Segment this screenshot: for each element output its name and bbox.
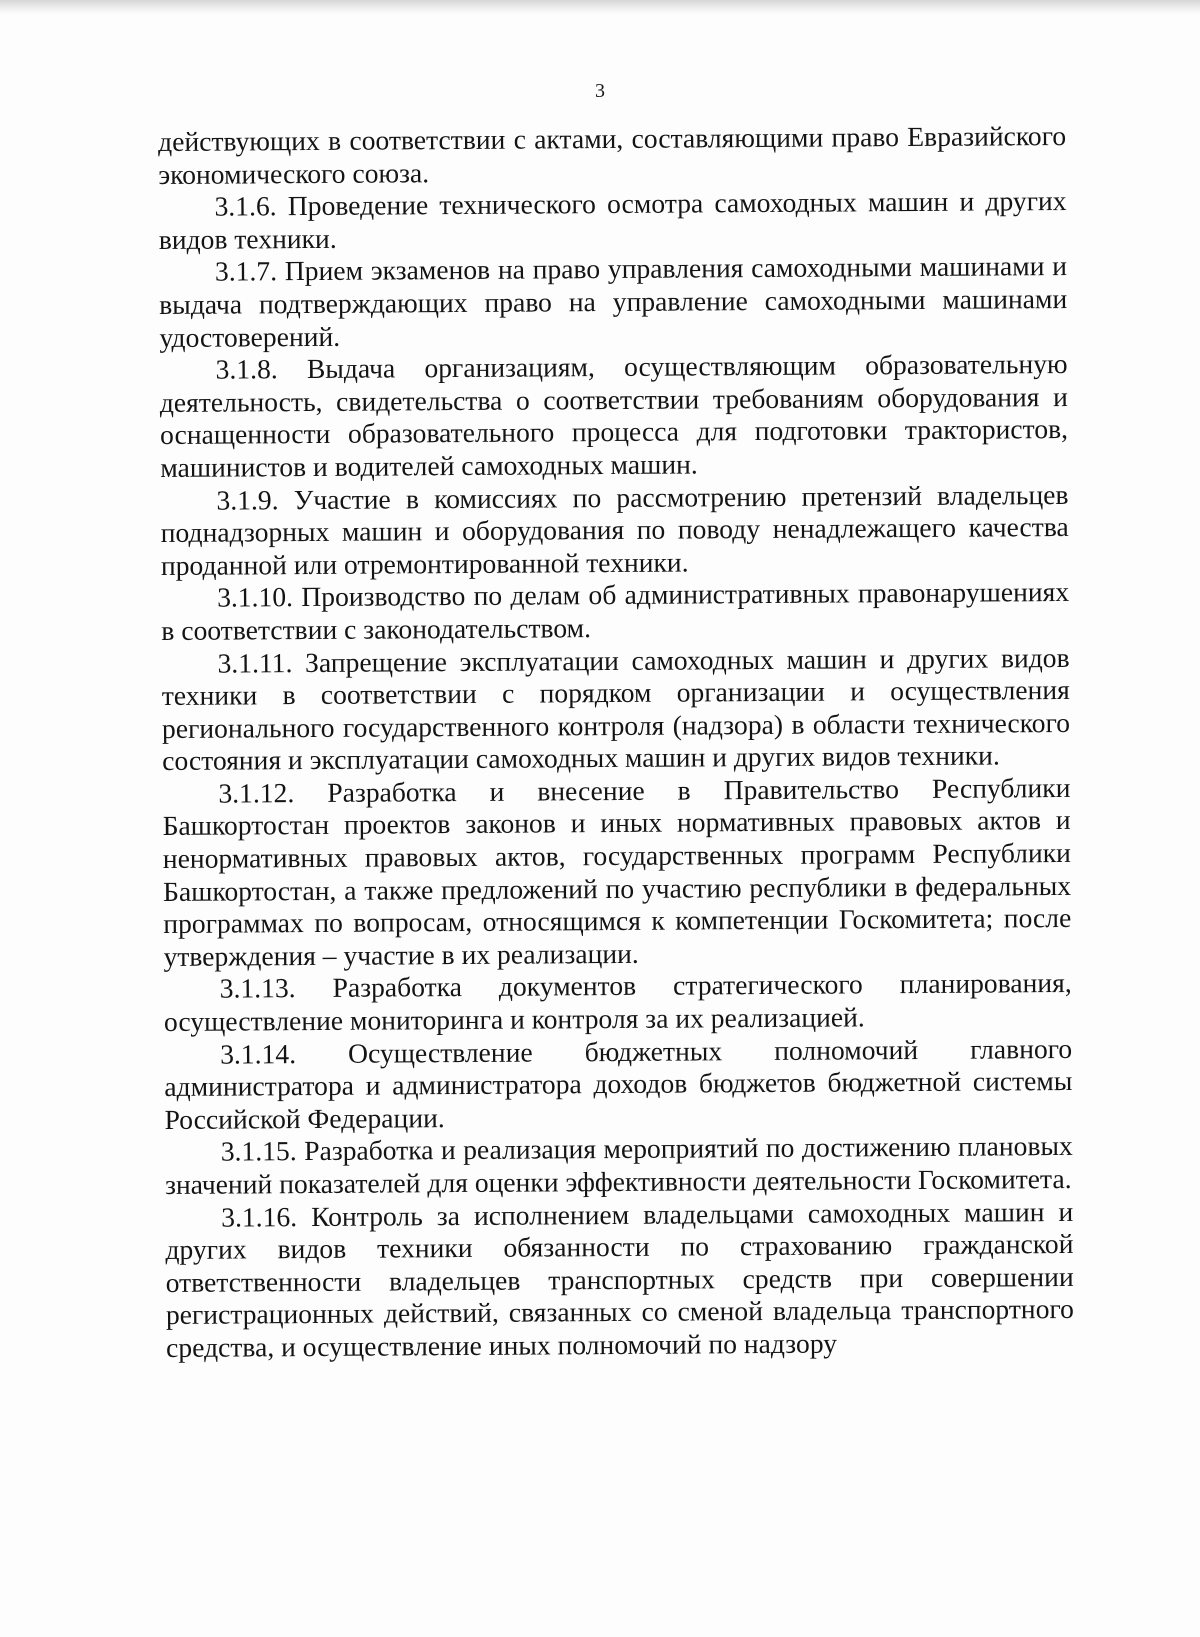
paragraph-3-1-10: 3.1.10. Производство по делам об административных правонарушениях в соответствии с законодательством. xyxy=(161,576,1070,646)
scan-edge-shadow xyxy=(0,0,1200,14)
paragraph-3-1-13: 3.1.13. Разработка документов стратегического планирования, осуществление мониторинга и контроля за их реализацией. xyxy=(163,967,1072,1038)
page-number: 3 xyxy=(595,80,605,102)
document-body xyxy=(158,120,1074,1365)
paragraph-3-1-14: 3.1.14. Осуществление бюджетных полномочий главного администратора и администратора доходов бюджетов бюджетной системы Российской Федерации. xyxy=(164,1032,1073,1135)
paragraph-3-1-16: 3.1.16. Контроль за исполнением владельцами самоходных машин и других видов техники обязанности по страхованию гражданской ответственности владельцев транспортных средств при совершении регистрационных действий, связанных со сменой владельца транспортного средства, и осуществление иных полномочий по надзору xyxy=(165,1195,1074,1363)
paragraph-3-1-11: 3.1.11. Запрещение эксплуатации самоходных машин и других видов техники в соответствии с порядком организации и осуществления регионального государственного контроля (надзора) в области технического состояния и эксплуатации самоходных машин и других видов техники. xyxy=(161,641,1071,777)
paragraph-3-1-8: 3.1.8. Выдача организациям, осуществляющим образовательную деятельность, свидетельства о соответствии требованиям оборудования и оснащенности образовательного процесса для подготовки трактористов, машинистов и водителей самоходных машин. xyxy=(159,348,1069,483)
paragraph-3-1-9: 3.1.9. Участие в комиссиях по рассмотрению претензий владельцев поднадзорных машин и оборудования по поводу ненадлежащего качества проданной или отремонтированной техники. xyxy=(160,478,1069,581)
paragraph-3-1-12: 3.1.12. Разработка и внесение в Правительство Республики Башкортостан проектов законов и иных нормативных правовых актов и ненормативных правовых актов, государственных программ Республики Башкортостан, а также предложений по участию республики в федеральных программах по вопросам, относящимся к компетенции Госкомитета; после утверждения – участие в их реализации. xyxy=(162,771,1072,972)
paragraph-3-1-15: 3.1.15. Разработка и реализация мероприятий по достижению плановых значений показателей для оценки эффективности деятельности Госкомитета. xyxy=(164,1130,1073,1200)
paragraph-3-1-6: 3.1.6. Проведение технического осмотра самоходных машин и других видов техники. xyxy=(158,185,1067,255)
paragraph-continuation: действующих в соответствии с актами, составляющими право Евразийского экономического союза. xyxy=(158,119,1067,190)
paragraph-3-1-7: 3.1.7. Прием экзаменов на право управления самоходными машинами и выдача подтверждающих право на управление самоходными машинами удостоверений. xyxy=(159,250,1068,353)
